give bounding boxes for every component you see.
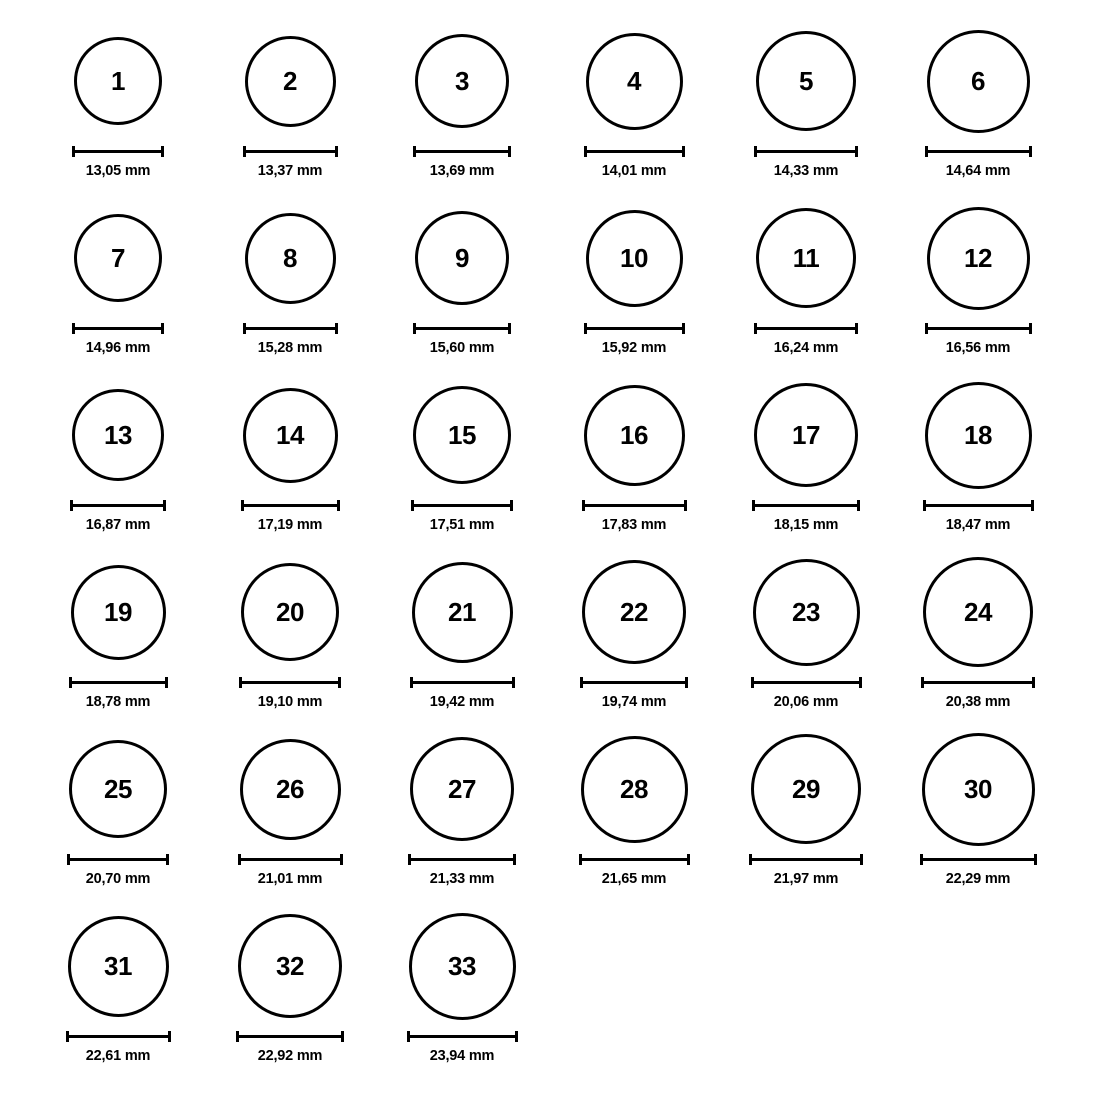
ring-size-number: 12 <box>964 243 992 273</box>
diameter-measure-bar <box>243 323 338 334</box>
ring-size-cell <box>376 372 548 549</box>
measure-cap-right <box>166 854 169 865</box>
measure-line <box>67 858 169 861</box>
diameter-measure-bar <box>751 677 862 688</box>
measure-line <box>920 858 1037 861</box>
ring-size-number: 10 <box>620 243 648 273</box>
ring-circle <box>240 739 341 840</box>
diameter-measure-bar <box>236 1031 344 1042</box>
ring-size-number: 21 <box>448 597 476 627</box>
ring-diameter-label: 17,51 mm <box>429 517 495 533</box>
ring-circle <box>581 736 688 843</box>
ring-size-cell <box>204 195 376 372</box>
measure-line <box>752 504 860 507</box>
ring-size-number: 18 <box>964 420 992 450</box>
measure-cap-left <box>407 1031 410 1042</box>
ring-diameter-label: 15,28 mm <box>257 340 323 356</box>
ring-size-number: 5 <box>799 66 813 96</box>
diameter-measure-bar <box>579 854 690 865</box>
ring-size-cell <box>720 195 892 372</box>
diameter-measure-bar <box>243 146 338 157</box>
ring-size-number: 29 <box>792 774 820 804</box>
ring-diameter-label: 18,47 mm <box>945 517 1011 533</box>
ring-size-number: 22 <box>620 597 648 627</box>
ring-size-cell <box>204 726 376 903</box>
ring-size-cell <box>548 18 720 195</box>
measure-cap-left <box>584 146 587 157</box>
ring-size-number: 31 <box>104 951 132 981</box>
measure-line <box>584 327 685 330</box>
ring-diameter-label: 13,37 mm <box>257 163 323 179</box>
ring-circle-wrap <box>756 18 856 144</box>
measure-cap-right <box>682 146 685 157</box>
ring-circle-wrap <box>581 726 688 852</box>
ring-diameter-label: 16,87 mm <box>85 517 151 533</box>
measure-cap-right <box>515 1031 518 1042</box>
diameter-measure-bar <box>584 146 685 157</box>
ring-size-number: 9 <box>455 243 469 273</box>
measure-line <box>923 504 1034 507</box>
measure-cap-left <box>410 677 413 688</box>
measure-cap-left <box>72 323 75 334</box>
ring-circle-wrap <box>923 549 1033 675</box>
ring-diameter-label: 14,33 mm <box>773 163 839 179</box>
ring-diameter-label: 23,94 mm <box>429 1048 495 1064</box>
ring-size-cell <box>32 195 204 372</box>
measure-line <box>243 327 338 330</box>
measure-line <box>407 1035 518 1038</box>
ring-circle-wrap <box>413 372 511 498</box>
measure-line <box>580 681 688 684</box>
ring-circle <box>415 211 509 305</box>
ring-circle <box>751 734 861 844</box>
ring-circle <box>412 562 513 663</box>
diameter-measure-bar <box>413 323 511 334</box>
measure-cap-left <box>238 854 241 865</box>
measure-cap-left <box>239 677 242 688</box>
ring-size-number: 1 <box>111 66 125 96</box>
ring-size-number: 4 <box>627 66 641 96</box>
ring-size-cell <box>32 372 204 549</box>
ring-diameter-label: 18,78 mm <box>85 694 151 710</box>
ring-size-cell <box>720 18 892 195</box>
ring-diameter-label: 20,38 mm <box>945 694 1011 710</box>
measure-line <box>72 150 164 153</box>
ring-size-cell <box>892 18 1064 195</box>
measure-cap-right <box>163 500 166 511</box>
diameter-measure-bar <box>921 677 1035 688</box>
ring-size-number: 14 <box>276 420 304 450</box>
measure-cap-right <box>1031 500 1034 511</box>
measure-line <box>241 504 340 507</box>
ring-circle <box>410 737 514 841</box>
ring-circle <box>754 383 858 487</box>
ring-circle-wrap <box>415 18 509 144</box>
measure-cap-right <box>1029 146 1032 157</box>
measure-line <box>925 327 1032 330</box>
ring-size-cell <box>32 726 204 903</box>
measure-line <box>582 504 687 507</box>
measure-line <box>925 150 1032 153</box>
ring-circle-wrap <box>238 903 342 1029</box>
ring-size-number: 2 <box>283 66 297 96</box>
measure-line <box>236 1035 344 1038</box>
ring-circle-wrap <box>754 372 858 498</box>
ring-circle <box>586 210 683 307</box>
measure-line <box>579 858 690 861</box>
ring-circle-wrap <box>415 195 509 321</box>
measure-cap-left <box>582 500 585 511</box>
measure-line <box>243 150 338 153</box>
ring-circle-wrap <box>751 726 861 852</box>
measure-line <box>754 327 858 330</box>
ring-size-number: 26 <box>276 774 304 804</box>
ring-size-number: 27 <box>448 774 476 804</box>
measure-cap-left <box>70 500 73 511</box>
ring-size-number: 11 <box>792 243 820 273</box>
measure-cap-left <box>925 323 928 334</box>
ring-size-number: 23 <box>792 597 820 627</box>
ring-diameter-label: 19,42 mm <box>429 694 495 710</box>
measure-line <box>751 681 862 684</box>
ring-size-number: 13 <box>104 420 132 450</box>
measure-cap-right <box>687 854 690 865</box>
ring-circle-wrap <box>72 372 164 498</box>
ring-circle-wrap <box>68 903 169 1029</box>
ring-circle <box>241 563 339 661</box>
measure-line <box>413 327 511 330</box>
ring-circle <box>243 388 338 483</box>
ring-circle <box>756 208 856 308</box>
ring-size-cell <box>548 549 720 726</box>
ring-circle <box>415 34 509 128</box>
ring-size-cell <box>376 726 548 903</box>
ring-diameter-label: 14,64 mm <box>945 163 1011 179</box>
diameter-measure-bar <box>407 1031 518 1042</box>
ring-circle-wrap <box>245 18 336 144</box>
ring-size-cell <box>892 726 1064 903</box>
measure-cap-right <box>338 677 341 688</box>
ring-circle-wrap <box>927 195 1030 321</box>
ring-circle <box>409 913 516 1020</box>
diameter-measure-bar <box>241 500 340 511</box>
ring-circle-wrap <box>584 372 685 498</box>
ring-diameter-label: 21,01 mm <box>257 871 323 887</box>
measure-cap-right <box>337 500 340 511</box>
ring-circle <box>71 565 166 660</box>
ring-size-number: 32 <box>276 951 304 981</box>
ring-size-cell <box>720 549 892 726</box>
ring-circle-wrap <box>71 549 166 675</box>
measure-cap-right <box>508 146 511 157</box>
ring-size-number: 16 <box>620 420 648 450</box>
ring-circle-wrap <box>927 18 1030 144</box>
ring-circle <box>925 382 1032 489</box>
ring-circle-wrap <box>409 903 516 1029</box>
ring-size-number: 17 <box>792 420 820 450</box>
ring-diameter-label: 17,19 mm <box>257 517 323 533</box>
ring-size-cell <box>32 549 204 726</box>
ring-size-cell <box>548 726 720 903</box>
measure-line <box>408 858 516 861</box>
ring-circle-wrap <box>582 549 686 675</box>
ring-circle <box>74 214 162 302</box>
ring-size-number: 25 <box>104 774 132 804</box>
ring-circle <box>582 560 686 664</box>
ring-circle-wrap <box>241 549 339 675</box>
ring-diameter-label: 19,74 mm <box>601 694 667 710</box>
ring-circle <box>756 31 856 131</box>
ring-diameter-label: 14,01 mm <box>601 163 667 179</box>
ring-size-cell <box>892 195 1064 372</box>
ring-diameter-label: 16,24 mm <box>773 340 839 356</box>
diameter-measure-bar <box>72 323 164 334</box>
measure-cap-right <box>1034 854 1037 865</box>
ring-circle <box>68 916 169 1017</box>
measure-cap-left <box>749 854 752 865</box>
ring-circle <box>927 30 1030 133</box>
measure-cap-right <box>1029 323 1032 334</box>
ring-circle-wrap <box>753 549 860 675</box>
diameter-measure-bar <box>72 146 164 157</box>
ring-size-cell <box>376 18 548 195</box>
ring-size-cell <box>548 195 720 372</box>
measure-line <box>411 504 513 507</box>
measure-line <box>239 681 341 684</box>
ring-size-cell <box>32 903 204 1080</box>
diameter-measure-bar <box>70 500 166 511</box>
ring-diameter-label: 14,96 mm <box>85 340 151 356</box>
ring-diameter-label: 20,70 mm <box>85 871 151 887</box>
ring-circle-wrap <box>74 195 162 321</box>
ring-circle-wrap <box>243 372 338 498</box>
ring-size-cell <box>720 372 892 549</box>
ring-circle-wrap <box>922 726 1035 852</box>
ring-circle <box>74 37 162 125</box>
ring-diameter-label: 21,33 mm <box>429 871 495 887</box>
ring-circle <box>245 213 336 304</box>
ring-size-number: 3 <box>455 66 469 96</box>
measure-cap-right <box>860 854 863 865</box>
ring-size-number: 7 <box>111 243 125 273</box>
diameter-measure-bar <box>69 677 168 688</box>
ring-size-cell <box>720 726 892 903</box>
measure-cap-left <box>411 500 414 511</box>
measure-cap-left <box>921 677 924 688</box>
ring-circle-wrap <box>925 372 1032 498</box>
measure-cap-left <box>69 677 72 688</box>
ring-size-number: 8 <box>283 243 297 273</box>
diameter-measure-bar <box>925 146 1032 157</box>
ring-size-cell <box>548 372 720 549</box>
diameter-measure-bar <box>67 854 169 865</box>
measure-cap-left <box>754 146 757 157</box>
measure-cap-left <box>754 323 757 334</box>
ring-size-number: 24 <box>964 597 992 627</box>
ring-diameter-label: 22,92 mm <box>257 1048 323 1064</box>
ring-size-number: 33 <box>448 951 476 981</box>
ring-circle <box>753 559 860 666</box>
measure-cap-right <box>685 677 688 688</box>
measure-line <box>584 150 685 153</box>
measure-line <box>238 858 343 861</box>
ring-diameter-label: 15,60 mm <box>429 340 495 356</box>
ring-size-cell <box>376 903 548 1080</box>
measure-cap-left <box>243 323 246 334</box>
diameter-measure-bar <box>752 500 860 511</box>
measure-cap-right <box>684 500 687 511</box>
ring-size-number: 28 <box>620 774 648 804</box>
measure-cap-left <box>920 854 923 865</box>
ring-circle <box>69 740 167 838</box>
diameter-measure-bar <box>925 323 1032 334</box>
diameter-measure-bar <box>754 323 858 334</box>
ring-size-cell <box>204 372 376 549</box>
measure-cap-left <box>579 854 582 865</box>
diameter-measure-bar <box>923 500 1034 511</box>
diameter-measure-bar <box>408 854 516 865</box>
measure-cap-right <box>161 323 164 334</box>
diameter-measure-bar <box>582 500 687 511</box>
ring-circle-wrap <box>756 195 856 321</box>
diameter-measure-bar <box>411 500 513 511</box>
measure-cap-right <box>855 146 858 157</box>
ring-size-cell <box>204 903 376 1080</box>
ring-circle <box>584 385 685 486</box>
measure-line <box>749 858 863 861</box>
ring-size-cell <box>204 549 376 726</box>
measure-cap-right <box>341 1031 344 1042</box>
measure-cap-right <box>165 677 168 688</box>
diameter-measure-bar <box>413 146 511 157</box>
measure-cap-left <box>752 500 755 511</box>
measure-cap-left <box>751 677 754 688</box>
measure-cap-left <box>408 854 411 865</box>
ring-diameter-label: 15,92 mm <box>601 340 667 356</box>
measure-cap-left <box>925 146 928 157</box>
measure-cap-right <box>857 500 860 511</box>
measure-cap-left <box>413 146 416 157</box>
ring-circle <box>923 557 1033 667</box>
ring-circle <box>413 386 511 484</box>
ring-size-number: 30 <box>964 774 992 804</box>
ring-diameter-label: 19,10 mm <box>257 694 323 710</box>
ring-diameter-label: 18,15 mm <box>773 517 839 533</box>
ring-circle <box>245 36 336 127</box>
measure-cap-left <box>923 500 926 511</box>
measure-line <box>66 1035 171 1038</box>
ring-circle <box>72 389 164 481</box>
ring-circle-wrap <box>410 726 514 852</box>
ring-size-cell <box>892 549 1064 726</box>
measure-cap-right <box>335 146 338 157</box>
measure-line <box>72 327 164 330</box>
measure-line <box>921 681 1035 684</box>
ring-size-cell <box>376 549 548 726</box>
measure-cap-right <box>161 146 164 157</box>
measure-line <box>410 681 515 684</box>
measure-cap-left <box>584 323 587 334</box>
ring-size-cell <box>376 195 548 372</box>
measure-line <box>69 681 168 684</box>
diameter-measure-bar <box>920 854 1037 865</box>
measure-cap-left <box>243 146 246 157</box>
ring-circle-wrap <box>245 195 336 321</box>
diameter-measure-bar <box>238 854 343 865</box>
ring-circle-wrap <box>69 726 167 852</box>
measure-cap-right <box>510 500 513 511</box>
ring-size-number: 20 <box>276 597 304 627</box>
diameter-measure-bar <box>584 323 685 334</box>
ring-diameter-label: 20,06 mm <box>773 694 839 710</box>
ring-circle <box>238 914 342 1018</box>
ring-diameter-label: 21,97 mm <box>773 871 839 887</box>
measure-cap-left <box>66 1031 69 1042</box>
measure-cap-right <box>340 854 343 865</box>
diameter-measure-bar <box>754 146 858 157</box>
measure-cap-right <box>1032 677 1035 688</box>
measure-cap-right <box>168 1031 171 1042</box>
ring-circle <box>922 733 1035 846</box>
ring-diameter-label: 22,29 mm <box>945 871 1011 887</box>
ring-size-number: 6 <box>971 66 985 96</box>
ring-circle <box>586 33 683 130</box>
measure-cap-right <box>859 677 862 688</box>
measure-cap-left <box>72 146 75 157</box>
ring-diameter-label: 16,56 mm <box>945 340 1011 356</box>
measure-cap-right <box>513 854 516 865</box>
measure-cap-left <box>413 323 416 334</box>
diameter-measure-bar <box>749 854 863 865</box>
measure-line <box>70 504 166 507</box>
ring-diameter-label: 13,69 mm <box>429 163 495 179</box>
ring-size-cell <box>32 18 204 195</box>
measure-cap-left <box>241 500 244 511</box>
ring-circle-wrap <box>586 195 683 321</box>
ring-circle-wrap <box>412 549 513 675</box>
diameter-measure-bar <box>239 677 341 688</box>
diameter-measure-bar <box>410 677 515 688</box>
ring-circle-wrap <box>74 18 162 144</box>
diameter-measure-bar <box>580 677 688 688</box>
ring-circle <box>927 207 1030 310</box>
measure-cap-left <box>580 677 583 688</box>
ring-size-cell <box>204 18 376 195</box>
ring-diameter-label: 13,05 mm <box>85 163 151 179</box>
ring-size-number: 19 <box>104 597 132 627</box>
measure-cap-right <box>335 323 338 334</box>
measure-cap-right <box>682 323 685 334</box>
measure-cap-right <box>508 323 511 334</box>
measure-line <box>413 150 511 153</box>
diameter-measure-bar <box>66 1031 171 1042</box>
measure-cap-left <box>236 1031 239 1042</box>
ring-circle-wrap <box>586 18 683 144</box>
ring-size-cell <box>892 372 1064 549</box>
ring-diameter-label: 21,65 mm <box>601 871 667 887</box>
ring-size-number: 15 <box>448 420 476 450</box>
ring-diameter-label: 17,83 mm <box>601 517 667 533</box>
measure-cap-right <box>512 677 515 688</box>
measure-line <box>754 150 858 153</box>
ring-circle-wrap <box>240 726 341 852</box>
ring-diameter-label: 22,61 mm <box>85 1048 151 1064</box>
measure-cap-right <box>855 323 858 334</box>
measure-cap-left <box>67 854 70 865</box>
ring-size-grid <box>0 18 1100 1080</box>
